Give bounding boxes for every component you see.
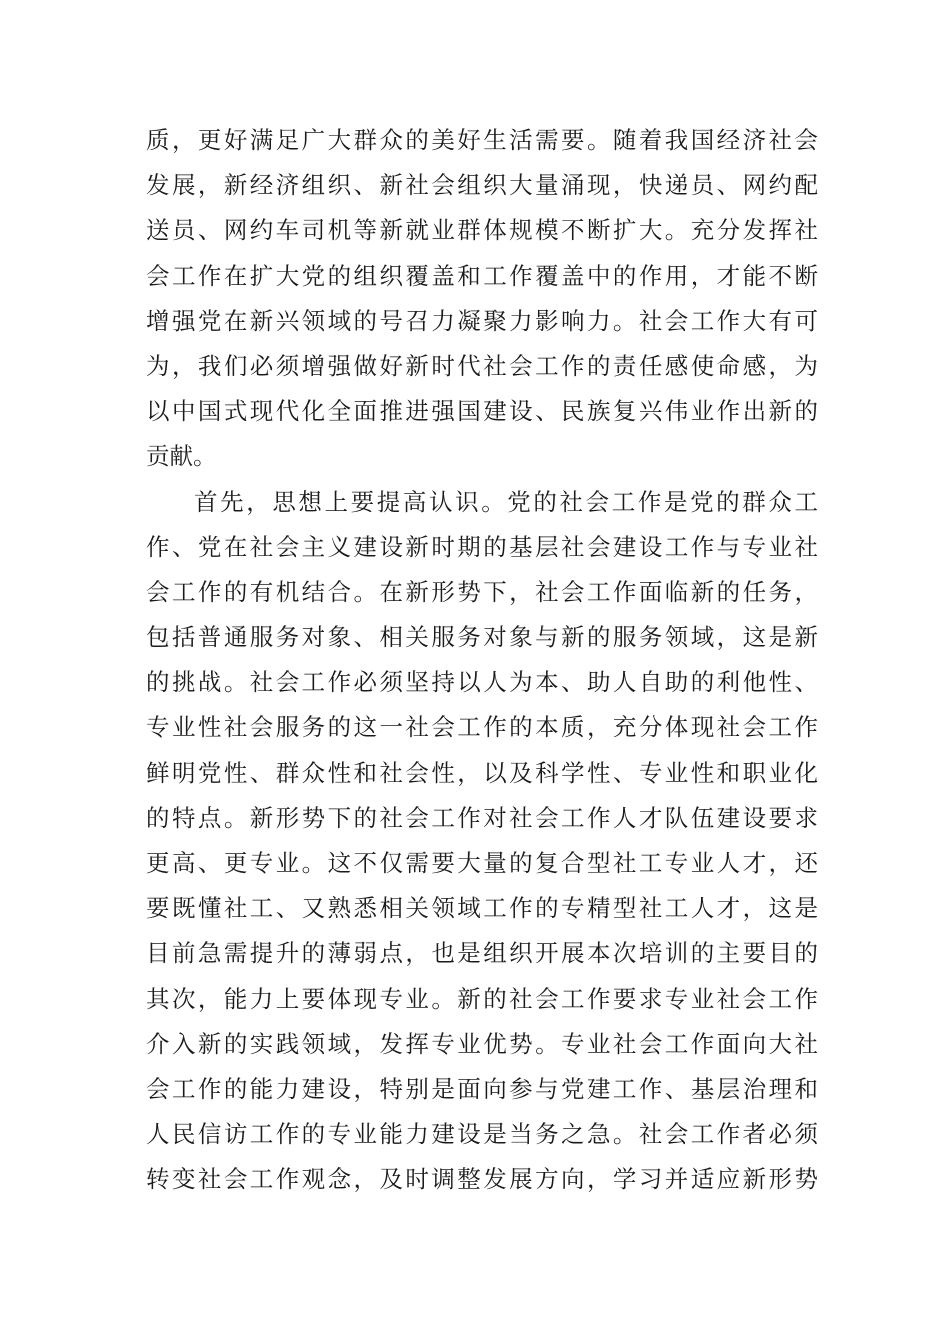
text-line: 转变社会工作观念，及时调整发展方向，学习并适应新形势 bbox=[146, 1165, 818, 1194]
text-line: 鲜明党性、群众性和社会性，以及科学性、专业性和职业化 bbox=[146, 758, 818, 787]
text-line: 质，更好满足广大群众的美好生活需要。随着我国经济社会 bbox=[146, 126, 818, 154]
text-line: 人民信访工作的专业能力建设是当务之急。社会工作者必须 bbox=[146, 1120, 818, 1149]
text-line: 更高、更专业。这不仅需要大量的复合型社工专业人才，还 bbox=[146, 849, 818, 877]
text-line: 的特点。新形势下的社会工作对社会工作人才队伍建设要求 bbox=[146, 803, 818, 832]
text-line: 目前急需提升的薄弱点，也是组织开展本次培训的主要目的 bbox=[146, 939, 818, 968]
paragraph-first-line: 首先，思想上要提高认识。党的社会工作是党的群众工 bbox=[194, 487, 818, 516]
text-line: 以中国式现代化全面推进强国建设、民族复兴伟业作出新的 bbox=[146, 397, 818, 426]
text-line: 增强党在新兴领域的号召力凝聚力影响力。社会工作大有可 bbox=[146, 306, 818, 335]
text-line: 贡献。 bbox=[146, 442, 217, 471]
text-line: 要既懂社工、又熟悉相关领域工作的专精型社工人才，这是 bbox=[146, 894, 818, 923]
text-line: 作、党在社会主义建设新时期的基层社会建设工作与专业社 bbox=[146, 532, 818, 561]
text-line: 会工作在扩大党的组织覆盖和工作覆盖中的作用，才能不断 bbox=[146, 261, 818, 290]
text-line: 介入新的实践领域，发挥专业优势。专业社会工作面向大社 bbox=[146, 1029, 818, 1058]
text-line: 包括普通服务对象、相关服务对象与新的服务领域，这是新 bbox=[146, 623, 818, 652]
text-line: 专业性社会服务的这一社会工作的本质，充分体现社会工作 bbox=[146, 713, 818, 742]
text-line: 会工作的有机结合。在新形势下，社会工作面临新的任务， bbox=[146, 577, 818, 606]
text-line: 发展，新经济组织、新社会组织大量涌现，快递员、网约配 bbox=[146, 171, 818, 200]
body-text bbox=[146, 118, 818, 1203]
text-line: 会工作的能力建设，特别是面向参与党建工作、基层治理和 bbox=[146, 1074, 818, 1103]
text-line: 送员、网约车司机等新就业群体规模不断扩大。充分发挥社 bbox=[146, 216, 818, 245]
text-line: 其次，能力上要体现专业。新的社会工作要求专业社会工作 bbox=[146, 984, 818, 1013]
text-line: 的挑战。社会工作必须坚持以人为本、助人自助的利他性、 bbox=[146, 668, 818, 697]
text-line: 为，我们必须增强做好新时代社会工作的责任感使命感，为 bbox=[146, 351, 818, 380]
